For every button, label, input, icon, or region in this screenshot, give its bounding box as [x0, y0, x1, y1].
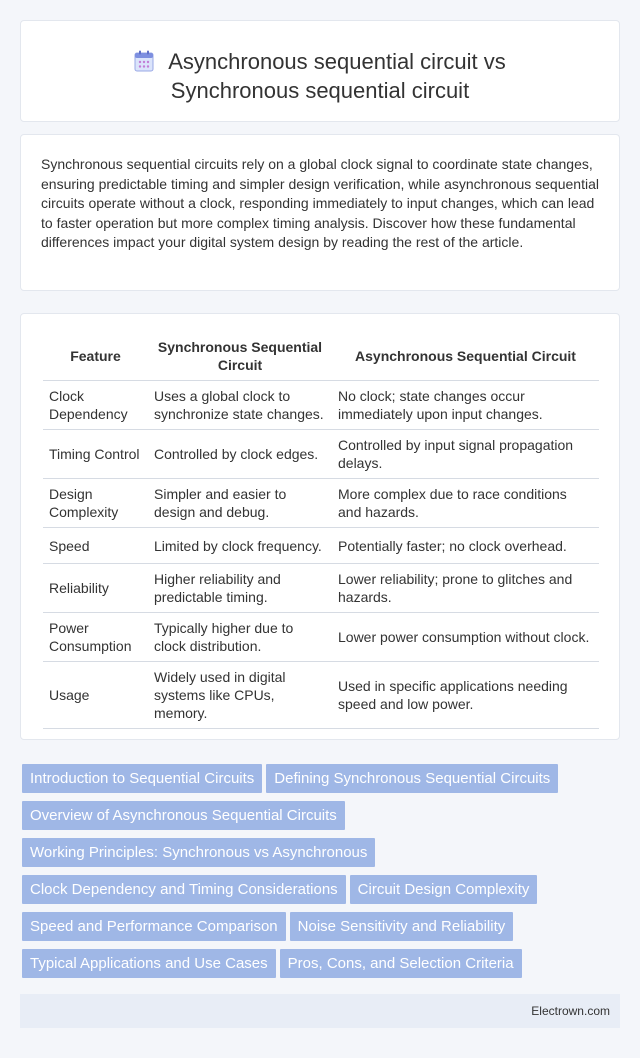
cell-asynchronous: Potentially faster; no clock overhead.: [332, 528, 599, 564]
header-asynchronous: Asynchronous Sequential Circuit: [332, 332, 599, 381]
topic-tag[interactable]: Noise Sensitivity and Reliability: [290, 912, 514, 941]
table-row: [43, 564, 599, 613]
table-row: [43, 430, 599, 479]
cell-asynchronous: Lower reliability; prone to glitches and hazards.: [332, 564, 599, 613]
cell-asynchronous: Controlled by input signal propagation delays.: [332, 430, 599, 479]
header-synchronous: Synchronous Sequential Circuit: [148, 332, 332, 381]
intro-paragraph: Synchronous sequential circuits rely on a global clock signal to coordinate state changes, ensuring predictable timing and simpler design verification, while asynchronous sequential circuits operate without a clock, responding immediately to input changes, which can lead to faster operation but more complex timing analysis. Discover how these fundamental differences impact your digital system design by reading the rest of the article.: [41, 156, 599, 250]
cell-asynchronous: Used in specific applications needing speed and low power.: [332, 662, 599, 729]
cell-synchronous: Limited by clock frequency.: [148, 528, 332, 564]
cell-asynchronous: More complex due to race conditions and hazards.: [332, 479, 599, 528]
table-row: [43, 381, 599, 430]
topic-tag[interactable]: Typical Applications and Use Cases: [22, 949, 276, 978]
cell-feature: Reliability: [43, 564, 148, 613]
table-header-row: [43, 332, 599, 381]
footer: [20, 994, 620, 1028]
topic-tag[interactable]: Clock Dependency and Timing Considerations: [22, 875, 346, 904]
cell-asynchronous: Lower power consumption without clock.: [332, 613, 599, 662]
table-row: [43, 662, 599, 729]
topic-tag[interactable]: Overview of Asynchronous Sequential Circuits: [22, 801, 345, 830]
topic-tag[interactable]: Defining Synchronous Sequential Circuits: [266, 764, 558, 793]
cell-synchronous: Widely used in digital systems like CPUs, memory.: [148, 662, 332, 729]
cell-feature: Timing Control: [43, 430, 148, 479]
cell-feature: Speed: [43, 528, 148, 564]
cell-feature: Clock Dependency: [43, 381, 148, 430]
cell-feature: Design Complexity: [43, 479, 148, 528]
topic-tag[interactable]: Working Principles: Synchronous vs Asynchronous: [22, 838, 375, 867]
topic-tag[interactable]: Speed and Performance Comparison: [22, 912, 286, 941]
title-card: [20, 20, 620, 122]
topic-tag[interactable]: Pros, Cons, and Selection Criteria: [280, 949, 522, 978]
table-row: [43, 613, 599, 662]
cell-feature: Power Consumption: [43, 613, 148, 662]
topic-tags: [22, 764, 622, 986]
comparison-card: [20, 313, 620, 740]
intro-card: [20, 134, 620, 291]
cell-synchronous: Typically higher due to clock distribution.: [148, 613, 332, 662]
cell-synchronous: Uses a global clock to synchronize state changes.: [148, 381, 332, 430]
title-line-1: Asynchronous sequential circuit vs: [168, 49, 506, 74]
title-line-2: Synchronous sequential circuit: [170, 78, 470, 103]
comparison-table: [43, 332, 599, 729]
cell-asynchronous: No clock; state changes occur immediately upon input changes.: [332, 381, 599, 430]
footer-site[interactable]: Electrown.com: [531, 1004, 610, 1018]
table-row: [43, 528, 599, 564]
cell-synchronous: Higher reliability and predictable timing.: [148, 564, 332, 613]
topic-tag[interactable]: Introduction to Sequential Circuits: [22, 764, 262, 793]
cell-synchronous: Controlled by clock edges.: [148, 430, 332, 479]
cell-feature: Usage: [43, 662, 148, 729]
page-title: [21, 47, 619, 105]
header-feature: Feature: [43, 332, 148, 381]
cell-synchronous: Simpler and easier to design and debug.: [148, 479, 332, 528]
topic-tag[interactable]: Circuit Design Complexity: [350, 875, 538, 904]
calendar-icon: [134, 50, 154, 72]
table-row: [43, 479, 599, 528]
